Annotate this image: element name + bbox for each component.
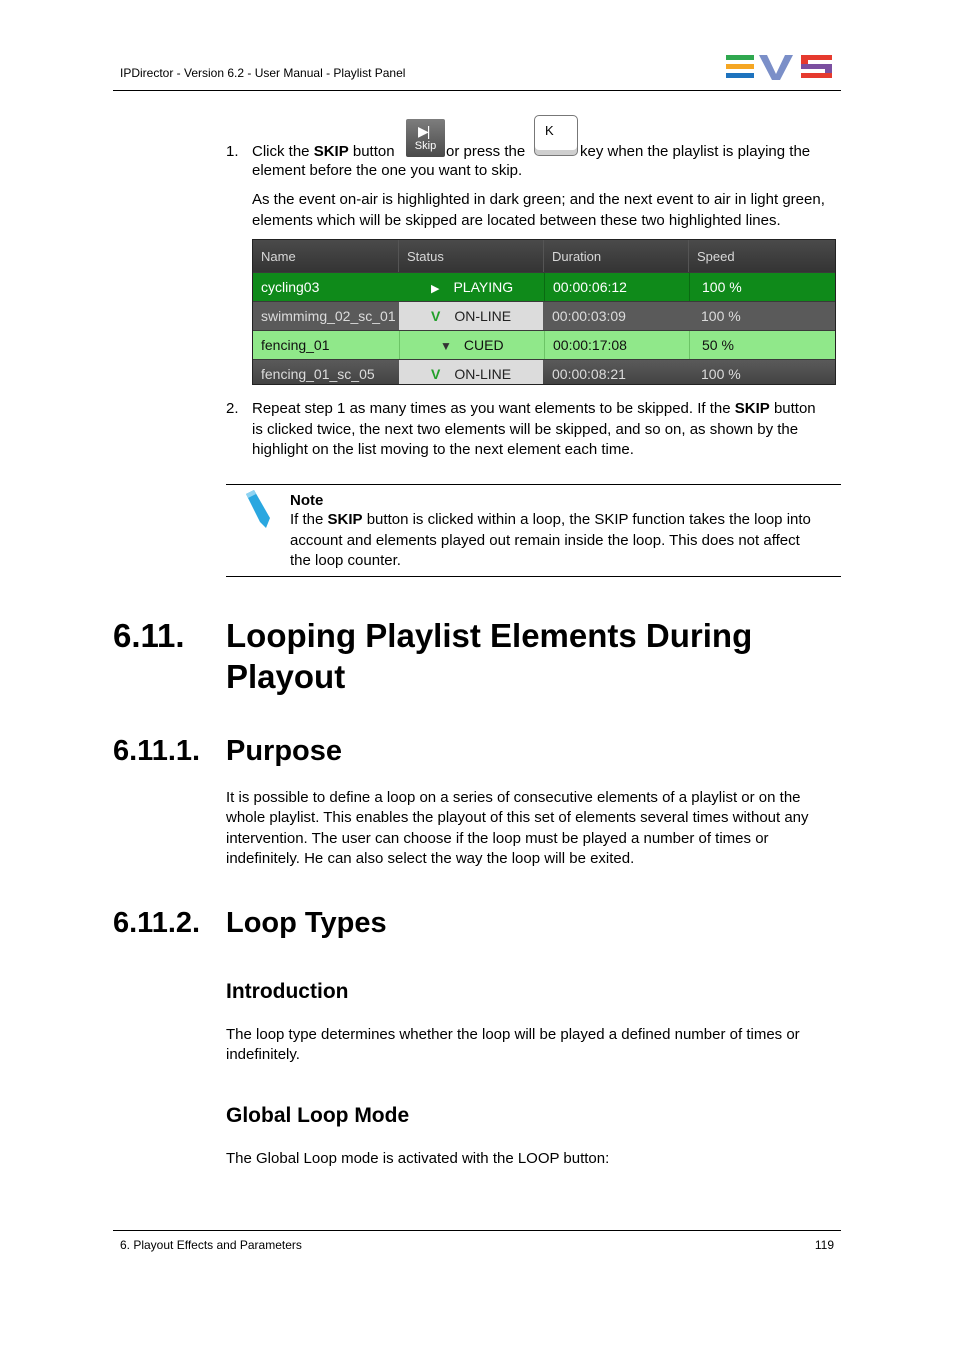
note-skip-bold: SKIP	[327, 511, 363, 528]
row-speed: 100 %	[701, 308, 741, 324]
row-name: swimmimg_02_sc_01	[261, 308, 396, 324]
row-duration: 00:00:06:12	[544, 273, 688, 301]
section-title-line1: Looping Playlist Elements During	[226, 617, 753, 654]
step2-text: Repeat step 1 as many times as you want elements to be skipped. If the	[252, 400, 735, 417]
note-line1	[290, 510, 811, 531]
purpose-line4: indefinitely. He can also select the way the loop will be exited.	[226, 850, 635, 867]
row-speed: 100 %	[701, 366, 741, 382]
step1-line2: element before the one you want to skip.	[252, 162, 523, 179]
note-top-rule	[226, 484, 841, 485]
footer-chapter: 6. Playout Effects and Parameters	[120, 1238, 302, 1252]
skip-button-label: Skip	[414, 140, 437, 152]
cued-arrow-icon: ▼	[440, 339, 452, 353]
step1-para-line2: elements which will be skipped are located between these two highlighted lines.	[252, 212, 781, 229]
step2-number: 2.	[226, 400, 239, 417]
row-status-text: ON-LINE	[454, 308, 512, 324]
footer-rule	[113, 1230, 841, 1231]
check-v-icon: V	[431, 366, 441, 382]
step1-line1-start	[252, 142, 395, 163]
grid-header-duration: Duration	[544, 240, 689, 272]
step2-line1	[252, 399, 816, 420]
grid-row[interactable]	[253, 302, 836, 330]
note-text: If the	[290, 511, 328, 528]
purpose-line1: It is possible to define a loop on a series of consecutive elements of a playlist or on the	[226, 789, 801, 806]
step2-line3: highlight on the list moving to the next element each time.	[252, 441, 634, 458]
row-status-text: CUED	[463, 337, 504, 353]
row-speed: 100 %	[689, 273, 836, 301]
row-duration: 00:00:17:08	[544, 331, 688, 359]
evs-logo	[726, 54, 834, 82]
skip-button-image	[406, 119, 445, 157]
row-status	[399, 360, 543, 385]
grid-header-row	[253, 240, 836, 272]
step1-text-button: button	[348, 143, 395, 160]
global-loop-line1: The Global Loop mode is activated with the LOOP button:	[226, 1150, 610, 1167]
row-status	[399, 302, 543, 330]
check-v-icon: V	[431, 308, 441, 324]
row-duration: 00:00:03:09	[552, 308, 626, 324]
step1-number: 1.	[226, 143, 239, 160]
header-rule	[113, 90, 841, 91]
note-text-end: button is clicked within a loop, the SKIP function takes the loop into	[362, 511, 811, 528]
introduction-title: Introduction	[226, 980, 349, 1003]
step2-line2: is clicked twice, the next two elements will be skipped, and so on, as shown by the	[252, 421, 799, 438]
row-status-text: PLAYING	[453, 279, 514, 295]
step2-skip-bold: SKIP	[734, 400, 770, 417]
section-title-line2: Playout	[226, 658, 346, 695]
grid-row[interactable]	[253, 360, 836, 385]
row-status-text: ON-LINE	[454, 366, 512, 382]
introduction-line2: indefinitely.	[226, 1046, 300, 1063]
playlist-grid	[252, 239, 836, 385]
step2-text-end: button	[769, 400, 816, 417]
step1-skip-bold: SKIP	[313, 143, 349, 160]
section-number: 6.11.	[113, 617, 185, 654]
step1-para-line1: As the event on-air is highlighted in dark green; and the next event to air in light green,	[252, 191, 825, 208]
step1-line1-end: key when the playlist is playing the	[580, 143, 811, 160]
k-key-image	[534, 115, 578, 156]
grid-header-status: Status	[399, 240, 544, 272]
note-bottom-rule	[226, 576, 841, 577]
global-loop-title: Global Loop Mode	[226, 1104, 410, 1127]
skip-next-icon: ▶|	[418, 123, 429, 139]
note-line3: the loop counter.	[290, 552, 401, 569]
row-name: fencing_01	[261, 337, 330, 353]
loop-types-number: 6.11.2.	[113, 907, 201, 939]
grid-header-name: Name	[253, 240, 399, 272]
grid-header-speed: Speed	[697, 249, 735, 264]
row-duration: 00:00:08:21	[552, 366, 626, 382]
row-speed: 50 %	[689, 331, 836, 359]
row-status	[399, 331, 543, 359]
header-title: IPDirector - Version 6.2 - User Manual - Playlist Panel	[120, 66, 406, 80]
loop-types-title: Loop Types	[226, 907, 387, 939]
page-number: 119	[814, 1238, 834, 1252]
note-title: Note	[290, 492, 324, 509]
row-name: cycling03	[261, 279, 320, 295]
purpose-line2: whole playlist. This enables the playout of this set of elements several times without any	[226, 809, 809, 826]
purpose-number: 6.11.1.	[113, 735, 201, 767]
introduction-line1: The loop type determines whether the loop will be played a defined number of times or	[226, 1026, 800, 1043]
row-status	[399, 273, 543, 301]
row-name: fencing_01_sc_05	[261, 366, 375, 382]
grid-row[interactable]	[253, 273, 836, 301]
grid-row[interactable]	[253, 331, 836, 359]
play-icon: ▶	[431, 283, 440, 295]
purpose-title: Purpose	[226, 735, 343, 767]
pencil-note-icon	[240, 488, 274, 530]
k-key-label: K	[545, 123, 554, 138]
purpose-line3: intervention. The user can choose if the loop must be played a number of times or	[226, 830, 769, 847]
note-line2: account and elements played out remain inside the loop. This does not affect	[290, 532, 800, 549]
step1-line1-mid: or press the	[446, 143, 526, 160]
step1-text: Click the	[252, 143, 314, 160]
